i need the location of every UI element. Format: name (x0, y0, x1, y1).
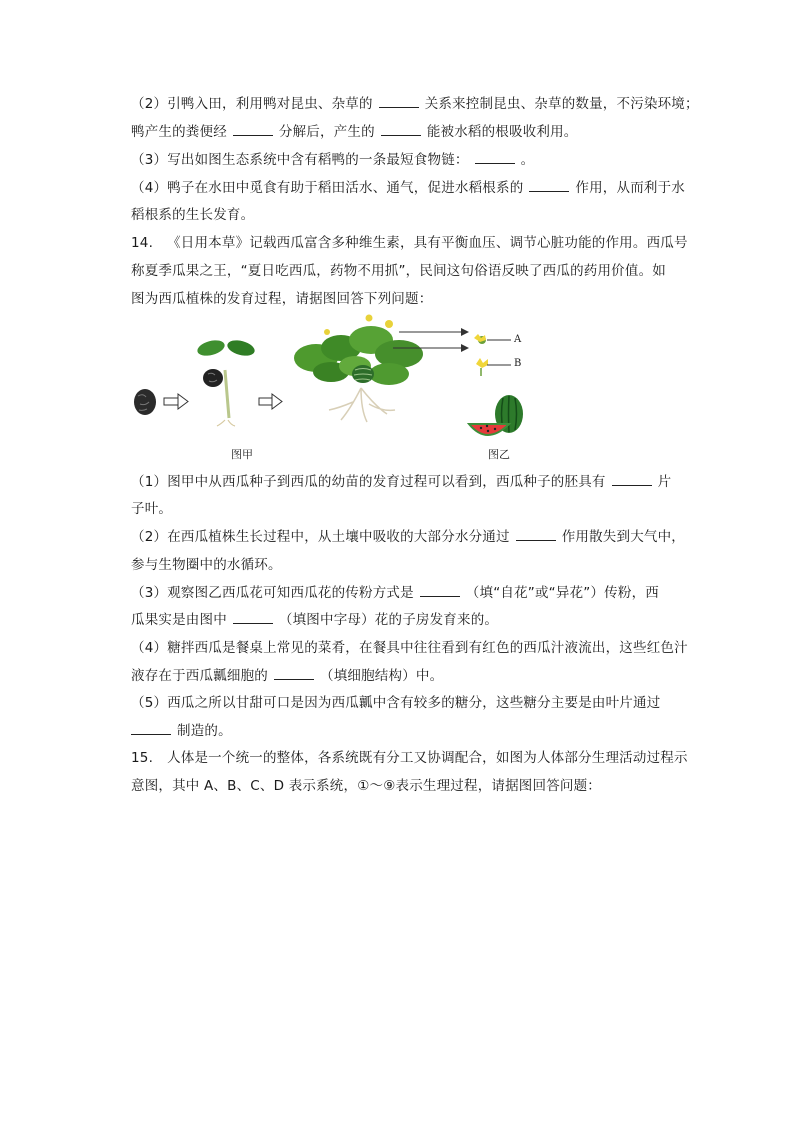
q14-sub1-line1 (131, 472, 671, 492)
q14-sub2-line2 (131, 555, 282, 575)
pointer-arrows (393, 328, 469, 352)
watermelon-plant-image (294, 315, 423, 423)
watermelon-fruit-image (469, 395, 523, 435)
arrow-2-icon (259, 394, 282, 409)
answer-blank[interactable] (274, 667, 314, 680)
answer-blank[interactable] (379, 95, 419, 108)
q14-sub4-line2 (131, 666, 443, 686)
answer-blank[interactable] (420, 584, 460, 597)
text: 瓜果实是由图中 (131, 612, 227, 628)
male-flower-b-image (476, 358, 511, 376)
answer-blank[interactable] (612, 473, 652, 486)
text: 片 (657, 474, 672, 490)
q14-sub5-line1 (131, 693, 660, 713)
q14-sub4-line1 (131, 638, 688, 658)
arrow-1-icon (164, 394, 188, 409)
text: 《日用本草》记载西瓜富含多种维生素，具有平衡血压、调节心脏功能的作用。西瓜号 (167, 235, 688, 251)
q14-stem-line3 (131, 289, 432, 309)
text: 作用，从而利于水 (575, 180, 685, 196)
text: 液存在于西瓜瓤细胞的 (131, 668, 268, 684)
q14-sub3-line2 (131, 610, 498, 630)
text: 称夏季瓜果之王，“夏日吃西瓜，药物不用抓”，民间这句俗语反映了西瓜的药用价值。如 (131, 263, 666, 279)
text: （4）糖拌西瓜是餐桌上常见的菜肴，在餐具中往往看到有红色的西瓜汁液流出，这些红色汁 (131, 640, 688, 656)
q13-part3 (131, 150, 534, 170)
text: （4）鸭子在水田中觅食有助于稻田活水、通气，促进水稻根系的 (131, 180, 524, 196)
text: 能被水稻的根吸收利用。 (426, 124, 578, 140)
seedling-image (196, 338, 257, 426)
q15-stem-line1 (131, 748, 688, 768)
question-number: 14. (131, 235, 154, 251)
figure-label-b: B (514, 358, 522, 369)
q14-stem-line2 (131, 261, 666, 281)
q14-sub5-line2 (131, 721, 232, 741)
text: （填细胞结构）中。 (320, 668, 444, 684)
q13-part2-line1 (131, 94, 699, 114)
answer-blank[interactable] (529, 179, 569, 192)
question-number: 15. (131, 750, 154, 766)
answer-blank[interactable] (475, 151, 515, 164)
q14-sub1-line2 (131, 499, 172, 519)
answer-blank[interactable] (381, 123, 421, 136)
figure-a-caption: 图甲 (231, 448, 253, 461)
text: （2）在西瓜植株生长过程中，从土壤中吸收的大部分水分通过 (131, 529, 510, 545)
answer-blank[interactable] (233, 123, 273, 136)
text: 参与生物圈中的水循环。 (131, 557, 282, 573)
figure-illustration (131, 310, 551, 460)
answer-blank[interactable] (131, 722, 171, 735)
text: （1）图甲中从西瓜种子到西瓜的幼苗的发育过程可以看到，西瓜种子的胚具有 (131, 474, 606, 490)
answer-blank[interactable] (233, 611, 273, 624)
text: 鸭产生的粪便经 (131, 124, 227, 140)
text: （5）西瓜之所以甘甜可口是因为西瓜瓤中含有较多的糖分，这些糖分主要是由叶片通过 (131, 695, 661, 711)
q13-part4-line2 (131, 205, 254, 225)
text: （填图中字母）花的子房发育来的。 (278, 612, 499, 628)
female-flower-a-image (474, 334, 511, 344)
text: （3）写出如图生态系统中含有稻鸭的一条最短食物链： (131, 152, 469, 168)
q14-stem-line1 (131, 233, 688, 253)
figure-b-caption: 图乙 (488, 448, 510, 461)
text: 人体是一个统一的整体，各系统既有分工又协调配合，如图为人体部分生理活动过程示 (167, 750, 688, 766)
text: 意图，其中 A、B、C、D 表示系统，①～⑨表示生理过程，请据图回答问题： (131, 778, 602, 794)
q14-sub2-line1 (131, 527, 685, 547)
q13-part2-line2 (131, 122, 578, 142)
text: （3）观察图乙西瓜花可知西瓜花的传粉方式是 (131, 585, 414, 601)
q13-part4-line1 (131, 178, 685, 198)
text: 关系来控制昆虫、杂草的数量，不污染环境； (424, 96, 699, 112)
text: 制造的。 (177, 723, 232, 739)
text: 作用散失到大气中， (561, 529, 686, 545)
watermelon-development-figure (131, 310, 551, 460)
text: （2）引鸭入田，利用鸭对昆虫、杂草的 (131, 96, 373, 112)
text: （填“自花”或“异花”）传粉，西 (465, 585, 659, 601)
text: 分解后，产生的 (278, 124, 375, 140)
figure-label-a: A (514, 334, 522, 345)
text: 稻根系的生长发育。 (131, 207, 255, 223)
text: 图为西瓜植株的发育过程，请据图回答下列问题： (131, 291, 433, 307)
text: 。 (520, 152, 535, 168)
text: 子叶。 (131, 501, 173, 517)
q15-stem-line2 (131, 776, 601, 796)
answer-blank[interactable] (516, 528, 556, 541)
q14-sub3-line1 (131, 583, 659, 603)
seed-image (134, 389, 156, 415)
